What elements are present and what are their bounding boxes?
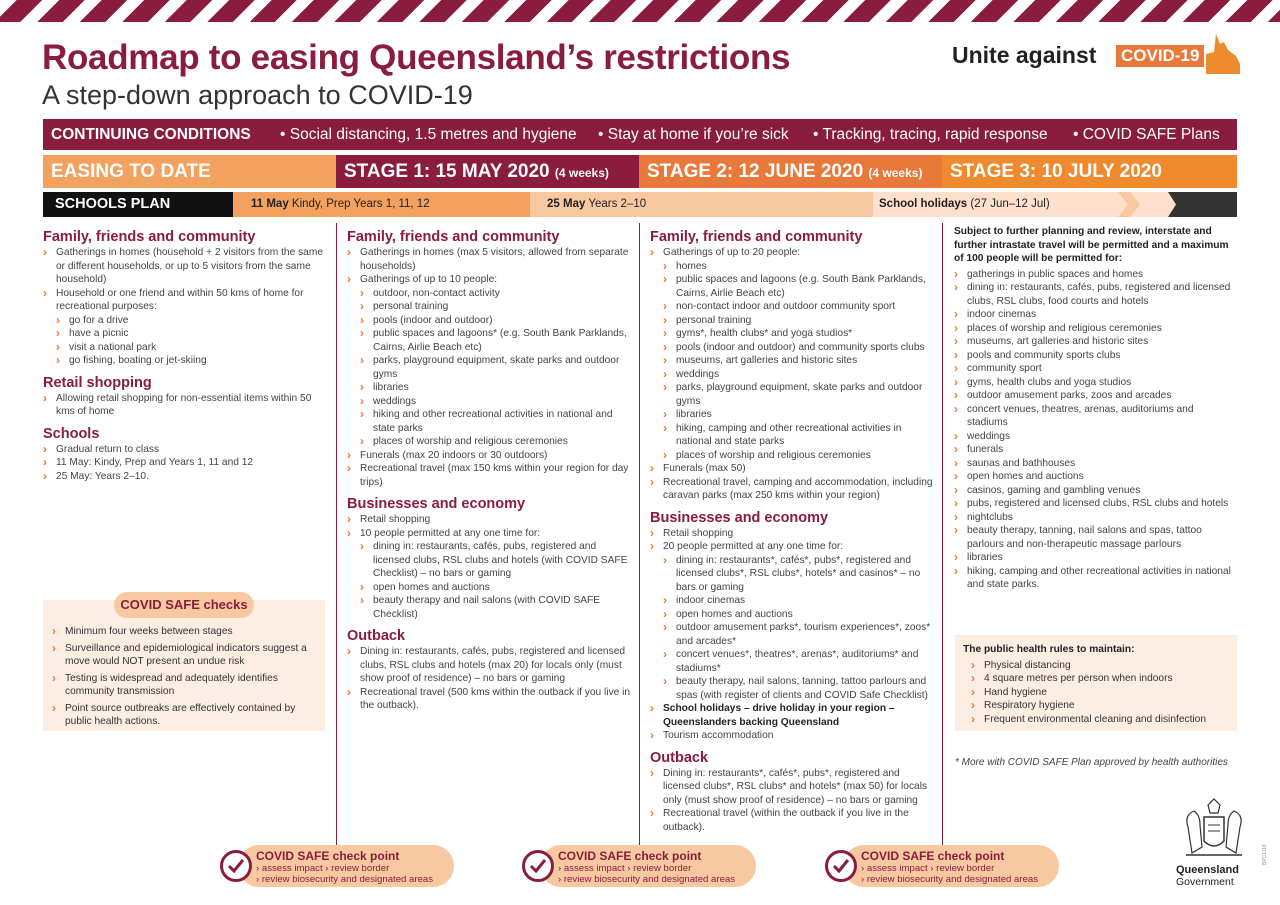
check-point-line: › review biosecurity and designated areas	[861, 874, 1039, 885]
list-item: › concert venues*, theatres*, arenas*, auditoriums* and stadiums*	[650, 648, 936, 675]
check-point-line: › assess impact › review border	[861, 863, 995, 874]
checkmark-icon	[220, 850, 252, 882]
list-item: › concert venues, theatres, arenas, auditoriums and stadiums	[954, 403, 1237, 430]
list-item: › Gatherings in homes (max 5 visitors, allowed from separate households)	[347, 246, 633, 273]
list-item: › beauty therapy, nail salons, tanning, tattoo parlours and spas (with register of clients and COVID Safe Checklist)	[650, 675, 936, 702]
unite-logo-text	[952, 42, 1096, 69]
condition-item: • Stay at home if you’re sick	[598, 125, 789, 143]
list-item: › museums, art galleries and historic sites	[954, 335, 1237, 349]
list-item: › hiking, camping and other recreational activities in national and state parks.	[954, 565, 1237, 592]
list-item: › funerals	[954, 443, 1237, 457]
schools-plan-11-may: 11 May Kindy, Prep Years 1, 11, 12	[233, 192, 530, 217]
column-divider	[336, 223, 337, 845]
gov-line-1: Queensland	[1176, 864, 1239, 876]
queensland-government-wordmark	[1176, 864, 1239, 888]
list-item: › saunas and bathhouses	[954, 457, 1237, 471]
stage-3-header: STAGE 3: 10 JULY 2020	[942, 155, 1237, 188]
list-item: › Surveillance and epidemiological indicators suggest a move would NOT present an undue risk	[52, 642, 318, 669]
list-item: › School holidays – drive holiday in your region – Queenslanders backing Queensland	[650, 702, 936, 729]
list-item: › pubs, registered and licensed clubs, RSL clubs and hotels	[954, 497, 1237, 511]
check-point-line: › review biosecurity and designated areas	[256, 874, 434, 885]
list-item: › open homes and auctions	[650, 608, 936, 622]
continuing-conditions-bar	[43, 119, 1237, 150]
stage-1-column	[347, 225, 633, 713]
list-item: › Recreational travel (within the outback if you live in the outback).	[650, 807, 936, 834]
list-item: › personal training	[650, 314, 936, 328]
top-stripe-border	[0, 0, 1280, 22]
list-item: › Dining in: restaurants*, cafés*, pubs*, registered and licensed clubs*, RSL clubs* and hotels* (max 50) for locals only (must show proof of residence) – no bars or gaming	[650, 767, 936, 808]
list-item: › places of worship and religious ceremonies	[954, 322, 1237, 336]
check-point-pill	[238, 845, 454, 887]
check-point-title: COVID SAFE check point	[558, 849, 702, 863]
section-heading: Businesses and economy	[347, 496, 526, 512]
list-item: › outdoor, non-contact activity	[347, 287, 633, 301]
list-item: › gyms, health clubs and yoga studios	[954, 376, 1237, 390]
column-divider	[942, 223, 943, 845]
list-item: › go fishing, boating or jet-skiing	[43, 354, 328, 368]
page-title: Roadmap to easing Queensland’s restrictions	[42, 38, 791, 77]
list-item: › outdoor amusement parks, zoos and arcades	[954, 389, 1237, 403]
section-heading: Family, friends and community	[347, 229, 560, 245]
list-item: › indoor cinemas	[650, 594, 936, 608]
schools-plan-holidays: School holidays (27 Jun–12 Jul)	[873, 192, 1237, 217]
list-item: › beauty therapy, tanning, nail salons and spas, tattoo parlours and non-therapeutic massage parlours	[954, 524, 1237, 551]
list-item: › Tourism accommodation	[650, 729, 936, 743]
list-item: › community sport	[954, 362, 1237, 376]
list-item: › places of worship and religious ceremonies	[347, 435, 633, 449]
list-item: › 25 May: Years 2–10.	[43, 470, 328, 484]
public-health-rules-title: The public health rules to maintain:	[963, 644, 1135, 655]
check-point-pill	[843, 845, 1059, 887]
stage-easing-to-date: EASING TO DATE	[43, 155, 336, 188]
list-item: › personal training	[347, 300, 633, 314]
list-item: › open homes and auctions	[347, 581, 633, 595]
condition-item: • COVID SAFE Plans	[1073, 125, 1220, 143]
list-item: › Physical distancing	[971, 659, 1229, 673]
list-item: › parks, playground equipment, skate parks and outdoor gyms	[347, 354, 633, 381]
list-item: › Retail shopping	[650, 527, 936, 541]
conditions-label: CONTINUING CONDITIONS	[51, 125, 251, 143]
list-item: › indoor cinemas	[954, 308, 1237, 322]
list-item: › pools (indoor and outdoor) and community sports clubs	[650, 341, 936, 355]
list-item: › museums, art galleries and historic sites	[650, 354, 936, 368]
list-item: › hiking, camping and other recreational activities in national and state parks	[650, 422, 936, 449]
list-item: › Allowing retail shopping for non-essential items within 50 kms of home	[43, 392, 328, 419]
stage-2-header: STAGE 2: 12 JUNE 2020 (4 weeks)	[639, 155, 942, 188]
side-code: BPC1118	[1262, 844, 1268, 865]
list-item: › casinos, gaming and gambling venues	[954, 484, 1237, 498]
list-item: › pools (indoor and outdoor)	[347, 314, 633, 328]
list-item: › Funerals (max 20 indoors or 30 outdoors)	[347, 449, 633, 463]
list-item: › libraries	[347, 381, 633, 395]
public-health-rules-box	[955, 635, 1237, 731]
list-item: › dining in: restaurants*, cafés*, pubs*, registered and licensed clubs*, RSL clubs*, hotels* and casinos* – no bars or gaming	[650, 554, 936, 595]
list-item: › beauty therapy and nail salons (with COVID SAFE Checklist)	[347, 594, 633, 621]
stage-header-row	[43, 155, 1237, 188]
list-item: › 11 May: Kindy, Prep and Years 1, 11 and 12	[43, 456, 328, 470]
list-item: › hiking and other recreational activities in national and state parks	[347, 408, 633, 435]
list-item: › Recreational travel (max 150 kms within your region for day trips)	[347, 462, 633, 489]
checkmark-icon	[522, 850, 554, 882]
list-item: › Minimum four weeks between stages	[52, 625, 318, 639]
condition-item: • Tracking, tracing, rapid response	[813, 125, 1048, 143]
schools-plan-row	[43, 192, 1237, 217]
list-item: › libraries	[650, 408, 936, 422]
list-item: › Frequent environmental cleaning and disinfection	[971, 713, 1229, 727]
covid-safe-checks-list	[52, 625, 318, 729]
list-item: › gatherings in public spaces and homes	[954, 268, 1237, 282]
schools-plan-label: SCHOOLS PLAN	[43, 192, 233, 217]
check-point-line: › assess impact › review border	[256, 863, 390, 874]
list-item: › Hand hygiene	[971, 686, 1229, 700]
list-item: › weddings	[954, 430, 1237, 444]
check-point-title: COVID SAFE check point	[256, 849, 400, 863]
list-item: › nightclubs	[954, 511, 1237, 525]
list-item: › weddings	[650, 368, 936, 382]
list-item: › Retail shopping	[347, 513, 633, 527]
list-item: › Gatherings in homes (household + 2 visitors from the same or different households, or up to 5 visitors from the same household)	[43, 246, 328, 287]
check-point-title: COVID SAFE check point	[861, 849, 1005, 863]
list-item: › weddings	[347, 395, 633, 409]
section-heading: Family, friends and community	[650, 229, 863, 245]
queensland-crest-icon	[1178, 797, 1250, 863]
schools-list	[43, 443, 328, 484]
list-item: › 10 people permitted at any one time for:	[347, 527, 633, 541]
schools-plan-chevrons-icon	[1118, 192, 1170, 217]
stage-3-column	[954, 225, 1237, 592]
list-item: › go for a drive	[43, 314, 328, 328]
gov-line-2: Government	[1176, 876, 1234, 888]
retail-list	[43, 392, 328, 419]
section-heading: Outback	[650, 749, 709, 766]
footnote: * More with COVID SAFE Plan approved by health authorities	[955, 757, 1228, 768]
list-item: › dining in: restaurants, cafés, pubs, registered and licensed clubs, RSL clubs and hotels (with COVID SAFE Checklist) – no bars or gaming	[347, 540, 633, 581]
stage-1-header: STAGE 1: 15 MAY 2020 (4 weeks)	[336, 155, 639, 188]
stage-3-intro: Subject to further planning and review, interstate and further intrastate travel will be permitted and a maximum of 100 people will be permitted for:	[954, 226, 1229, 264]
list-item: › Gatherings of up to 20 people:	[650, 246, 936, 260]
covid-badge: COVID-19	[1116, 45, 1204, 67]
check-point-line: › review biosecurity and designated areas	[558, 874, 736, 885]
list-item: › libraries	[954, 551, 1237, 565]
list-item: › gyms*, health clubs* and yoga studios*	[650, 327, 936, 341]
list-item: › Gatherings of up to 10 people:	[347, 273, 633, 287]
list-item: › outdoor amusement parks*, tourism experiences*, zoos* and arcades*	[650, 621, 936, 648]
stage-2-column	[650, 225, 936, 834]
list-item: › dining in: restaurants, cafés, pubs, registered and licensed clubs, RSL clubs, food courts and hotels	[954, 281, 1237, 308]
list-item: › non-contact indoor and outdoor community sport	[650, 300, 936, 314]
section-heading: Businesses and economy	[650, 509, 829, 526]
easing-to-date-column	[43, 225, 328, 483]
schools-plan-25-may: 25 May Years 2–10	[530, 192, 873, 217]
list-item: › Testing is widespread and adequately identifies community transmission	[52, 672, 318, 699]
check-point-pill	[540, 845, 756, 887]
list-item: › pools and community sports clubs	[954, 349, 1237, 363]
condition-item: • Social distancing, 1.5 metres and hygiene	[280, 125, 577, 143]
list-item: › Funerals (max 50)	[650, 462, 936, 476]
list-item: › open homes and auctions	[954, 470, 1237, 484]
section-heading: Schools	[43, 425, 100, 442]
section-heading: Retail shopping	[43, 374, 152, 391]
list-item: › public spaces and lagoons* (e.g. South Bank Parklands, Cairns, Airlie Beach etc)	[347, 327, 633, 354]
list-item: › have a picnic	[43, 327, 328, 341]
unite-logo-word: Unite against	[952, 42, 1097, 68]
list-item: › visit a national park	[43, 341, 328, 355]
list-item: › Gradual return to class	[43, 443, 328, 457]
list-item: › Recreational travel, camping and accommodation, including caravan parks (max 250 kms within your region)	[650, 476, 936, 503]
section-heading: Outback	[347, 628, 406, 644]
list-item: › Respiratory hygiene	[971, 699, 1229, 713]
check-point-line: › assess impact › review border	[558, 863, 692, 874]
list-item: › places of worship and religious ceremonies	[650, 449, 936, 463]
column-divider	[639, 223, 640, 845]
list-item: › homes	[650, 260, 936, 274]
list-item: › public spaces and lagoons (e.g. South Bank Parklands, Cairns, Airlie Beach etc)	[650, 273, 936, 300]
checkmark-icon	[825, 850, 857, 882]
family-list	[43, 246, 328, 368]
list-item: › 20 people permitted at any one time for:	[650, 540, 936, 554]
list-item: › parks, playground equipment, skate parks and outdoor gyms	[650, 381, 936, 408]
schools-plan-arrow-icon	[1168, 192, 1237, 217]
list-item: › Household or one friend and within 50 kms of home for recreational purposes:	[43, 287, 328, 314]
queensland-map-icon	[1206, 34, 1240, 74]
list-item: › Dining in: restaurants, cafés, pubs, registered and licensed clubs, RSL clubs and hotels (max 20) for locals only (must show proof of residence) – no bars or gaming	[347, 645, 633, 686]
covid-safe-checks-title: COVID SAFE checks	[114, 592, 254, 618]
list-item: › Point source outbreaks are effectively contained by public health actions.	[52, 702, 318, 729]
page-subtitle: A step-down approach to COVID-19	[42, 80, 473, 110]
list-item: › Recreational travel (500 kms within the outback if you live in the outback).	[347, 686, 633, 713]
section-heading: Family, friends and community	[43, 229, 256, 245]
list-item: › 4 square metres per person when indoors	[971, 672, 1229, 686]
